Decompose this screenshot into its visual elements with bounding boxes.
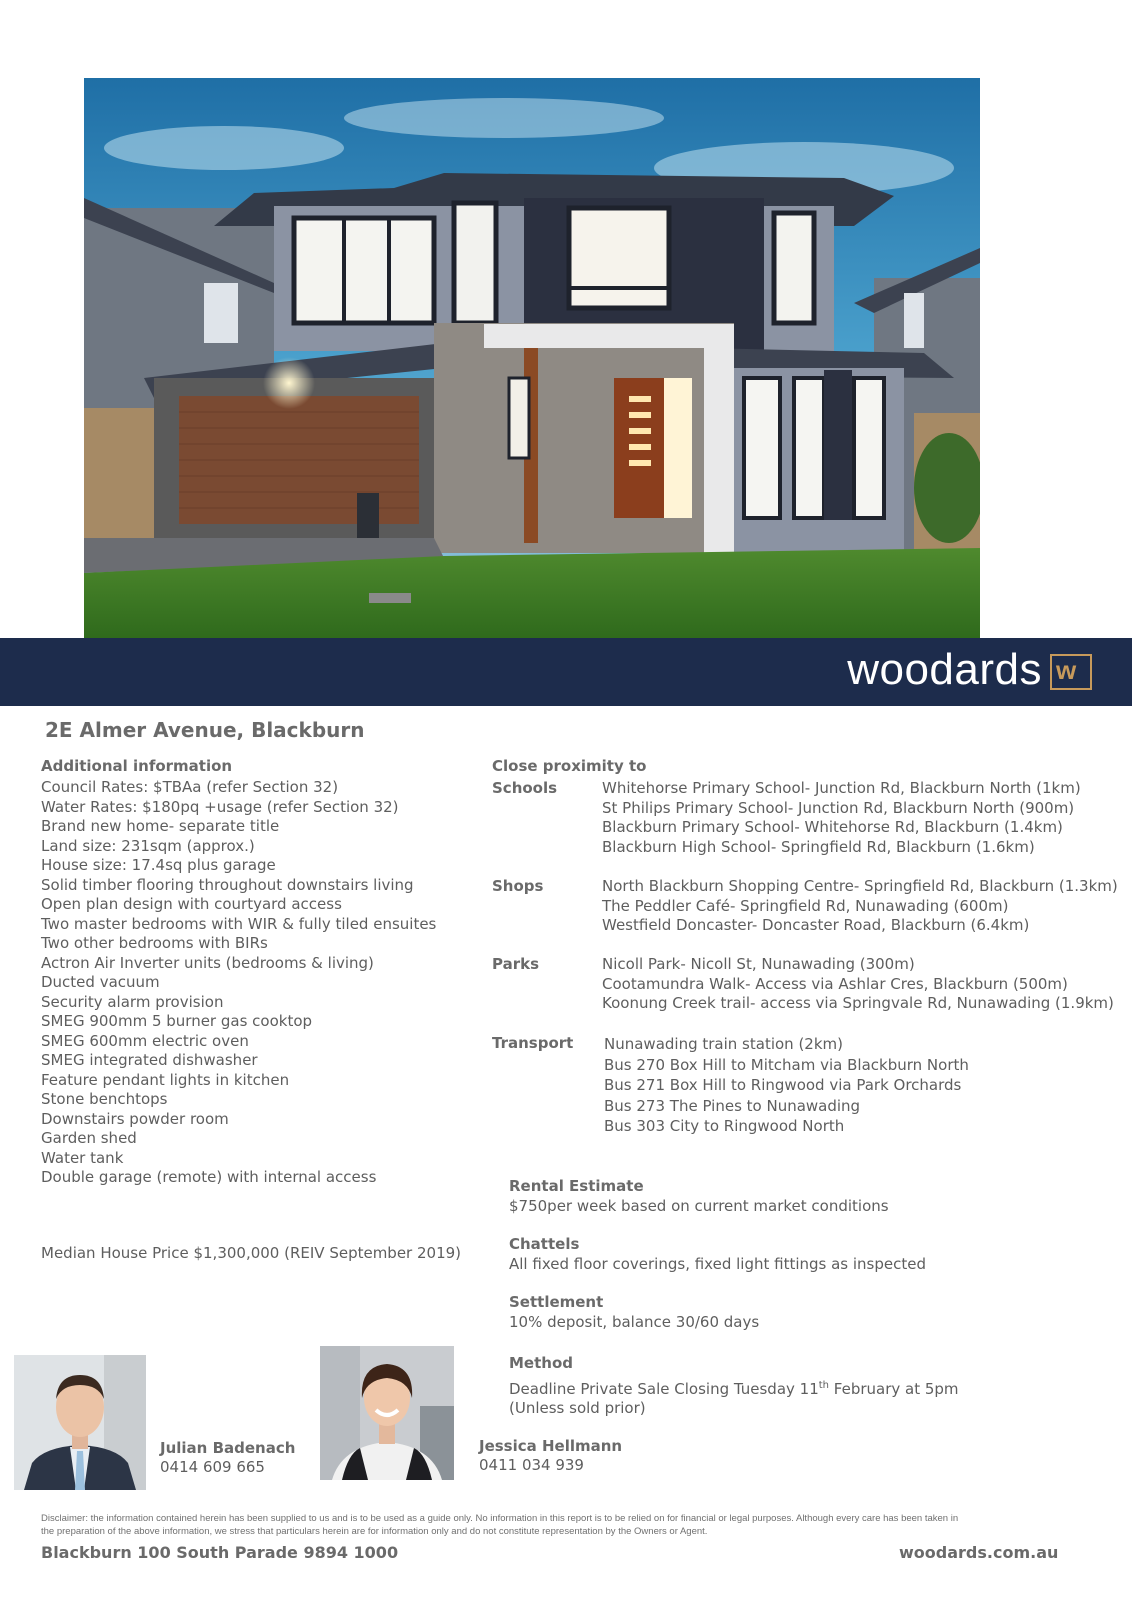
method-text-sup: th (818, 1380, 830, 1391)
list-item: Open plan design with courtyard access (41, 895, 342, 913)
list-item: Land size: 231sqm (approx.) (41, 836, 255, 855)
agent-name: Julian Badenach (160, 1439, 296, 1457)
agent-photo-julian (14, 1355, 146, 1490)
method-text-main: Deadline Private Sale Closing Tuesday 11 (509, 1380, 819, 1398)
list-item: The Peddler Café- Springfield Rd, Nunawading (600m) (602, 896, 1009, 915)
list-item: Double garage (remote) with internal access (41, 1168, 377, 1186)
list-item: Bus 303 City to Ringwood North (604, 1117, 845, 1135)
list-item: SMEG integrated dishwasher (41, 1051, 258, 1069)
transport-list (604, 1034, 969, 1137)
list-item: House size: 17.4sq plus garage (41, 856, 276, 874)
list-item: SMEG 900mm 5 burner gas cooktop (41, 1012, 313, 1030)
list-item: SMEG 600mm electric oven (41, 1031, 249, 1050)
chattels-label: Chattels (509, 1235, 580, 1253)
logo-mark-letter: w (1056, 655, 1077, 685)
brand-banner (0, 638, 1132, 706)
property-address: 2E Almer Avenue, Blackburn (45, 718, 365, 742)
method-text-line2: (Unless sold prior) (509, 1399, 646, 1417)
agent-photo-jessica (320, 1346, 454, 1480)
list-item: Cootamundra Walk- Access via Ashlar Cres, Blackburn (500m) (602, 974, 1068, 993)
list-item: Stone benchtops (41, 1090, 168, 1108)
rental-text: $750per week based on current market conditions (509, 1197, 889, 1215)
proximity-heading: Close proximity to (492, 757, 647, 775)
list-item: Whitehorse Primary School- Junction Rd, Blackburn North (1km) (602, 779, 1081, 797)
schools-label: Schools (492, 779, 558, 797)
list-item: Downstairs powder room (41, 1109, 229, 1128)
list-item: Bus 270 Box Hill to Mitcham via Blackburn North (604, 1055, 969, 1074)
disclaimer-line-1: Disclaimer: the information contained herein has been supplied to us and is to be used as a guide only. No information in this report is to be relied on for financial or legal purposes. Although every care has been taken in (41, 1513, 959, 1524)
settlement-text: 10% deposit, balance 30/60 days (509, 1313, 760, 1331)
list-item: Koonung Creek trail- access via Springvale Rd, Nunawading (1.9km) (602, 994, 1114, 1012)
list-item: Water Rates: $180pq +usage (refer Section 32) (41, 797, 399, 816)
method-label: Method (509, 1354, 573, 1372)
list-item: Two other bedrooms with BIRs (41, 934, 268, 952)
parks-list (602, 955, 1114, 1014)
list-item: Ducted vacuum (41, 973, 160, 991)
office-address: Blackburn 100 South Parade 9894 1000 (41, 1543, 399, 1562)
agent-phone[interactable]: 0414 609 665 (160, 1458, 265, 1476)
settlement-label: Settlement (509, 1293, 604, 1311)
disclaimer-line-2: the preparation of the above information, we stress that particulars herein are for information only and do not constitute representation by the Owners or Agent. (41, 1526, 708, 1537)
website-link[interactable]: woodards.com.au (899, 1543, 1059, 1562)
method-text-end: February at 5pm (829, 1380, 959, 1398)
list-item: Bus 271 Box Hill to Ringwood via Park Orchards (604, 1076, 962, 1094)
shops-list (602, 877, 1118, 936)
disclaimer (41, 1512, 1111, 1538)
transport-label: Transport (492, 1034, 574, 1052)
shops-label: Shops (492, 877, 544, 895)
brand-logo-mark (1050, 654, 1092, 690)
list-item: Blackburn Primary School- Whitehorse Rd, Blackburn (1.4km) (602, 818, 1063, 836)
parks-label: Parks (492, 955, 540, 973)
list-item: Feature pendant lights in kitchen (41, 1070, 290, 1089)
list-item: Westfield Doncaster- Doncaster Road, Blackburn (6.4km) (602, 916, 1030, 934)
additional-info-heading: Additional information (41, 757, 233, 775)
additional-info-list (41, 778, 436, 1188)
median-house-price: Median House Price $1,300,000 (REIV September 2019) (41, 1244, 462, 1262)
list-item: Bus 273 The Pines to Nunawading (604, 1096, 861, 1115)
list-item: Council Rates: $TBAa (refer Section 32) (41, 778, 339, 796)
agent-name: Jessica Hellmann (479, 1437, 623, 1455)
list-item: Nicoll Park- Nicoll St, Nunawading (300m) (602, 955, 915, 973)
list-item: Actron Air Inverter units (bedrooms & living) (41, 953, 374, 972)
list-item: St Philips Primary School- Junction Rd, Blackburn North (900m) (602, 798, 1075, 817)
list-item: Nunawading train station (2km) (604, 1035, 843, 1053)
list-item: North Blackburn Shopping Centre- Springfield Rd, Blackburn (1.3km) (602, 877, 1118, 895)
list-item: Solid timber flooring throughout downstairs living (41, 875, 414, 894)
list-item: Blackburn High School- Springfield Rd, Blackburn (1.6km) (602, 837, 1035, 856)
property-photo (84, 78, 980, 638)
brand-logo-text: woodards (847, 645, 1042, 694)
method-text (509, 1376, 959, 1400)
list-item: Garden shed (41, 1129, 137, 1147)
schools-list (602, 779, 1081, 857)
rental-label: Rental Estimate (509, 1177, 644, 1195)
list-item: Water tank (41, 1148, 124, 1167)
agent-phone[interactable]: 0411 034 939 (479, 1456, 584, 1474)
list-item: Brand new home- separate title (41, 817, 280, 835)
list-item: Two master bedrooms with WIR & fully tiled ensuites (41, 914, 437, 933)
chattels-text: All fixed floor coverings, fixed light fittings as inspected (509, 1255, 927, 1273)
list-item: Security alarm provision (41, 992, 224, 1011)
